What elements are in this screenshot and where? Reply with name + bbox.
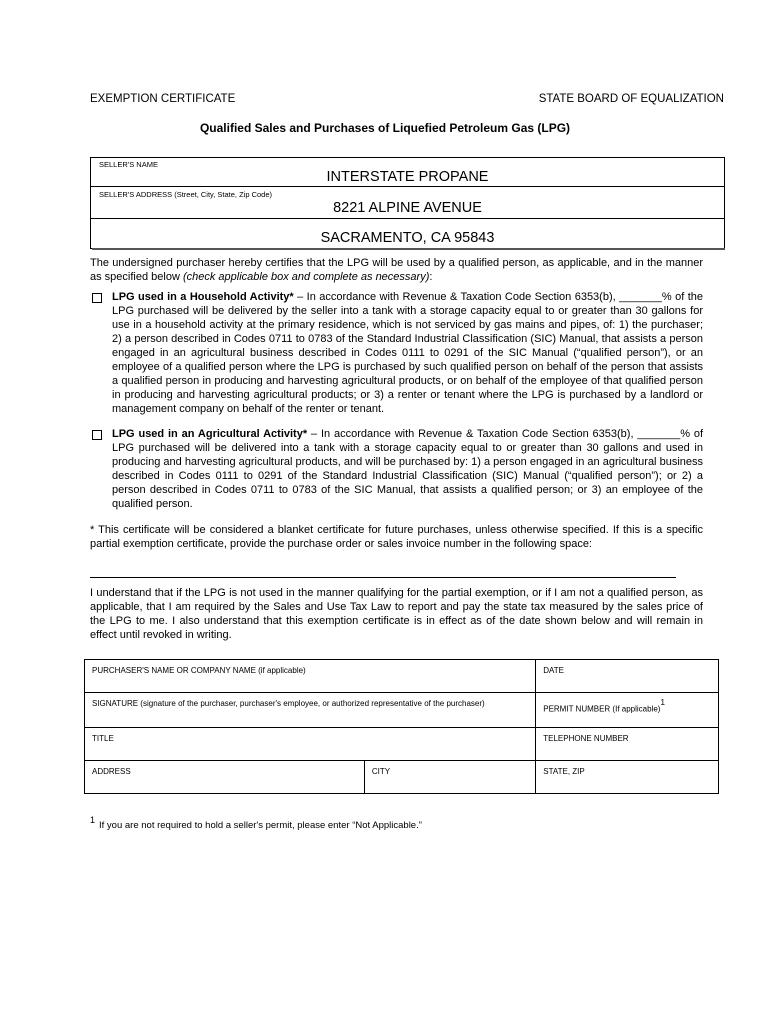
permit-number-field[interactable]: PERMIT NUMBER (If applicable)$^1$ xyxy=(536,693,719,728)
signature-field[interactable]: SIGNATURE (signature of the purchaser, purchaser's employee, or authorized representative of the purchaser) xyxy=(85,693,536,728)
state-zip-field[interactable]: STATE, ZIP xyxy=(536,761,719,794)
address-field[interactable]: ADDRESS xyxy=(85,761,365,794)
purchaser-name-field[interactable]: PURCHASER'S NAME OR COMPANY NAME (if applicable) xyxy=(85,660,536,693)
household-checkbox[interactable] xyxy=(92,293,102,303)
agricultural-option: LPG used in an Agricultural Activity* – In accordance with Revenue & Taxation Code Section 6353(b), _______% of LPG purchased will be delivered into a tank with a storage capacity equal to or greater than 30 gallons and used in producing and harvesting agricultural products, and will be purchased by: 1) a person engaged in an agricultural business described in Codes 0111 to 0291 of the Standard Industrial Classification (SIC) Manual (“qualified person”); or 2) a person described in Codes 0711 to 0783 of the SIC Manual, that assists a qualified person; or 3) an employee of the qualified person. xyxy=(112,428,704,510)
seller-address-line2[interactable]: SACRAMENTO, CA 95843 xyxy=(320,230,495,246)
household-option: LPG used in a Household Activity* – In accordance with Revenue & Taxation Code Section 6353(b), _______% of the LPG purchased will be delivered by the seller into a tank with a storage capacity equal to or greater than 30 gallons for use in a household activity at the primary residence, which is not serviced by gas mains and pipes, of: 1) the purchaser; 2) a person described in Codes 0711 to 0783 of the Standard Industrial Classification (SIC) Manual, that assists a person engaged in an agricultural business described in Codes 0111 to 0291 of the SIC Manual (“qualified person”), or an employee of a qualified person where the LPG is purchased by such qualified person on behalf of the person that assists a qualified person in producing and harvesting agricultural products, or on behalf of the employee of that qualified person in producing and harvesting agricultural products; or 3) a renter or tenant where the LPG is purchased by a landlord or management company on behalf of the renter or tenant. xyxy=(112,291,703,415)
understanding-paragraph: I understand that if the LPG is not used in the manner qualifying for the partial exemption, or if I am not a qualified person, as applicable, that I am required by the Sales and Use Tax Law to report and pay the state tax measured by the sales price of the LPG to me. I also understand that this exemption certificate is in effect as of the date shown below and will remain in effect until revoked in writing. xyxy=(90,587,703,641)
blanket-note: * This certificate will be considered a blanket certificate for future purchases, unless otherwise specified. If this is a specific partial exemption certificate, provide the purchase order or sales invoice number in the following space: xyxy=(90,524,703,550)
date-field[interactable]: DATE xyxy=(536,660,719,693)
title-field[interactable]: TITLE xyxy=(85,728,536,761)
purchase-order-line[interactable] xyxy=(90,577,676,578)
form-title: Qualified Sales and Purchases of Liquefied Petroleum Gas (LPG) xyxy=(199,121,571,135)
seller-box xyxy=(90,157,725,249)
purchaser-table xyxy=(84,659,719,794)
intro-paragraph: The undersigned purchaser hereby certifies that the LPG will be used by a qualified person, as applicable, and in the manner as specified below (check applicable box and complete as necessary): xyxy=(90,257,703,283)
telephone-field[interactable]: TELEPHONE NUMBER xyxy=(536,728,719,761)
agricultural-checkbox[interactable] xyxy=(92,430,102,440)
seller-name-field[interactable]: INTERSTATE PROPANE xyxy=(326,169,489,185)
form-name: EXEMPTION CERTIFICATE xyxy=(90,93,236,105)
agency-name: STATE BOARD OF EQUALIZATION xyxy=(538,93,724,105)
footnote: 1 If you are not required to hold a seller's permit, please enter “Not Applicable.” xyxy=(90,815,422,831)
seller-address-label: SELLER'S ADDRESS (Street, City, State, Zip Code) xyxy=(99,190,273,199)
seller-address-line1[interactable]: 8221 ALPINE AVENUE xyxy=(333,200,482,216)
city-field[interactable]: CITY xyxy=(364,761,535,794)
seller-name-label: SELLER'S NAME xyxy=(99,160,158,169)
